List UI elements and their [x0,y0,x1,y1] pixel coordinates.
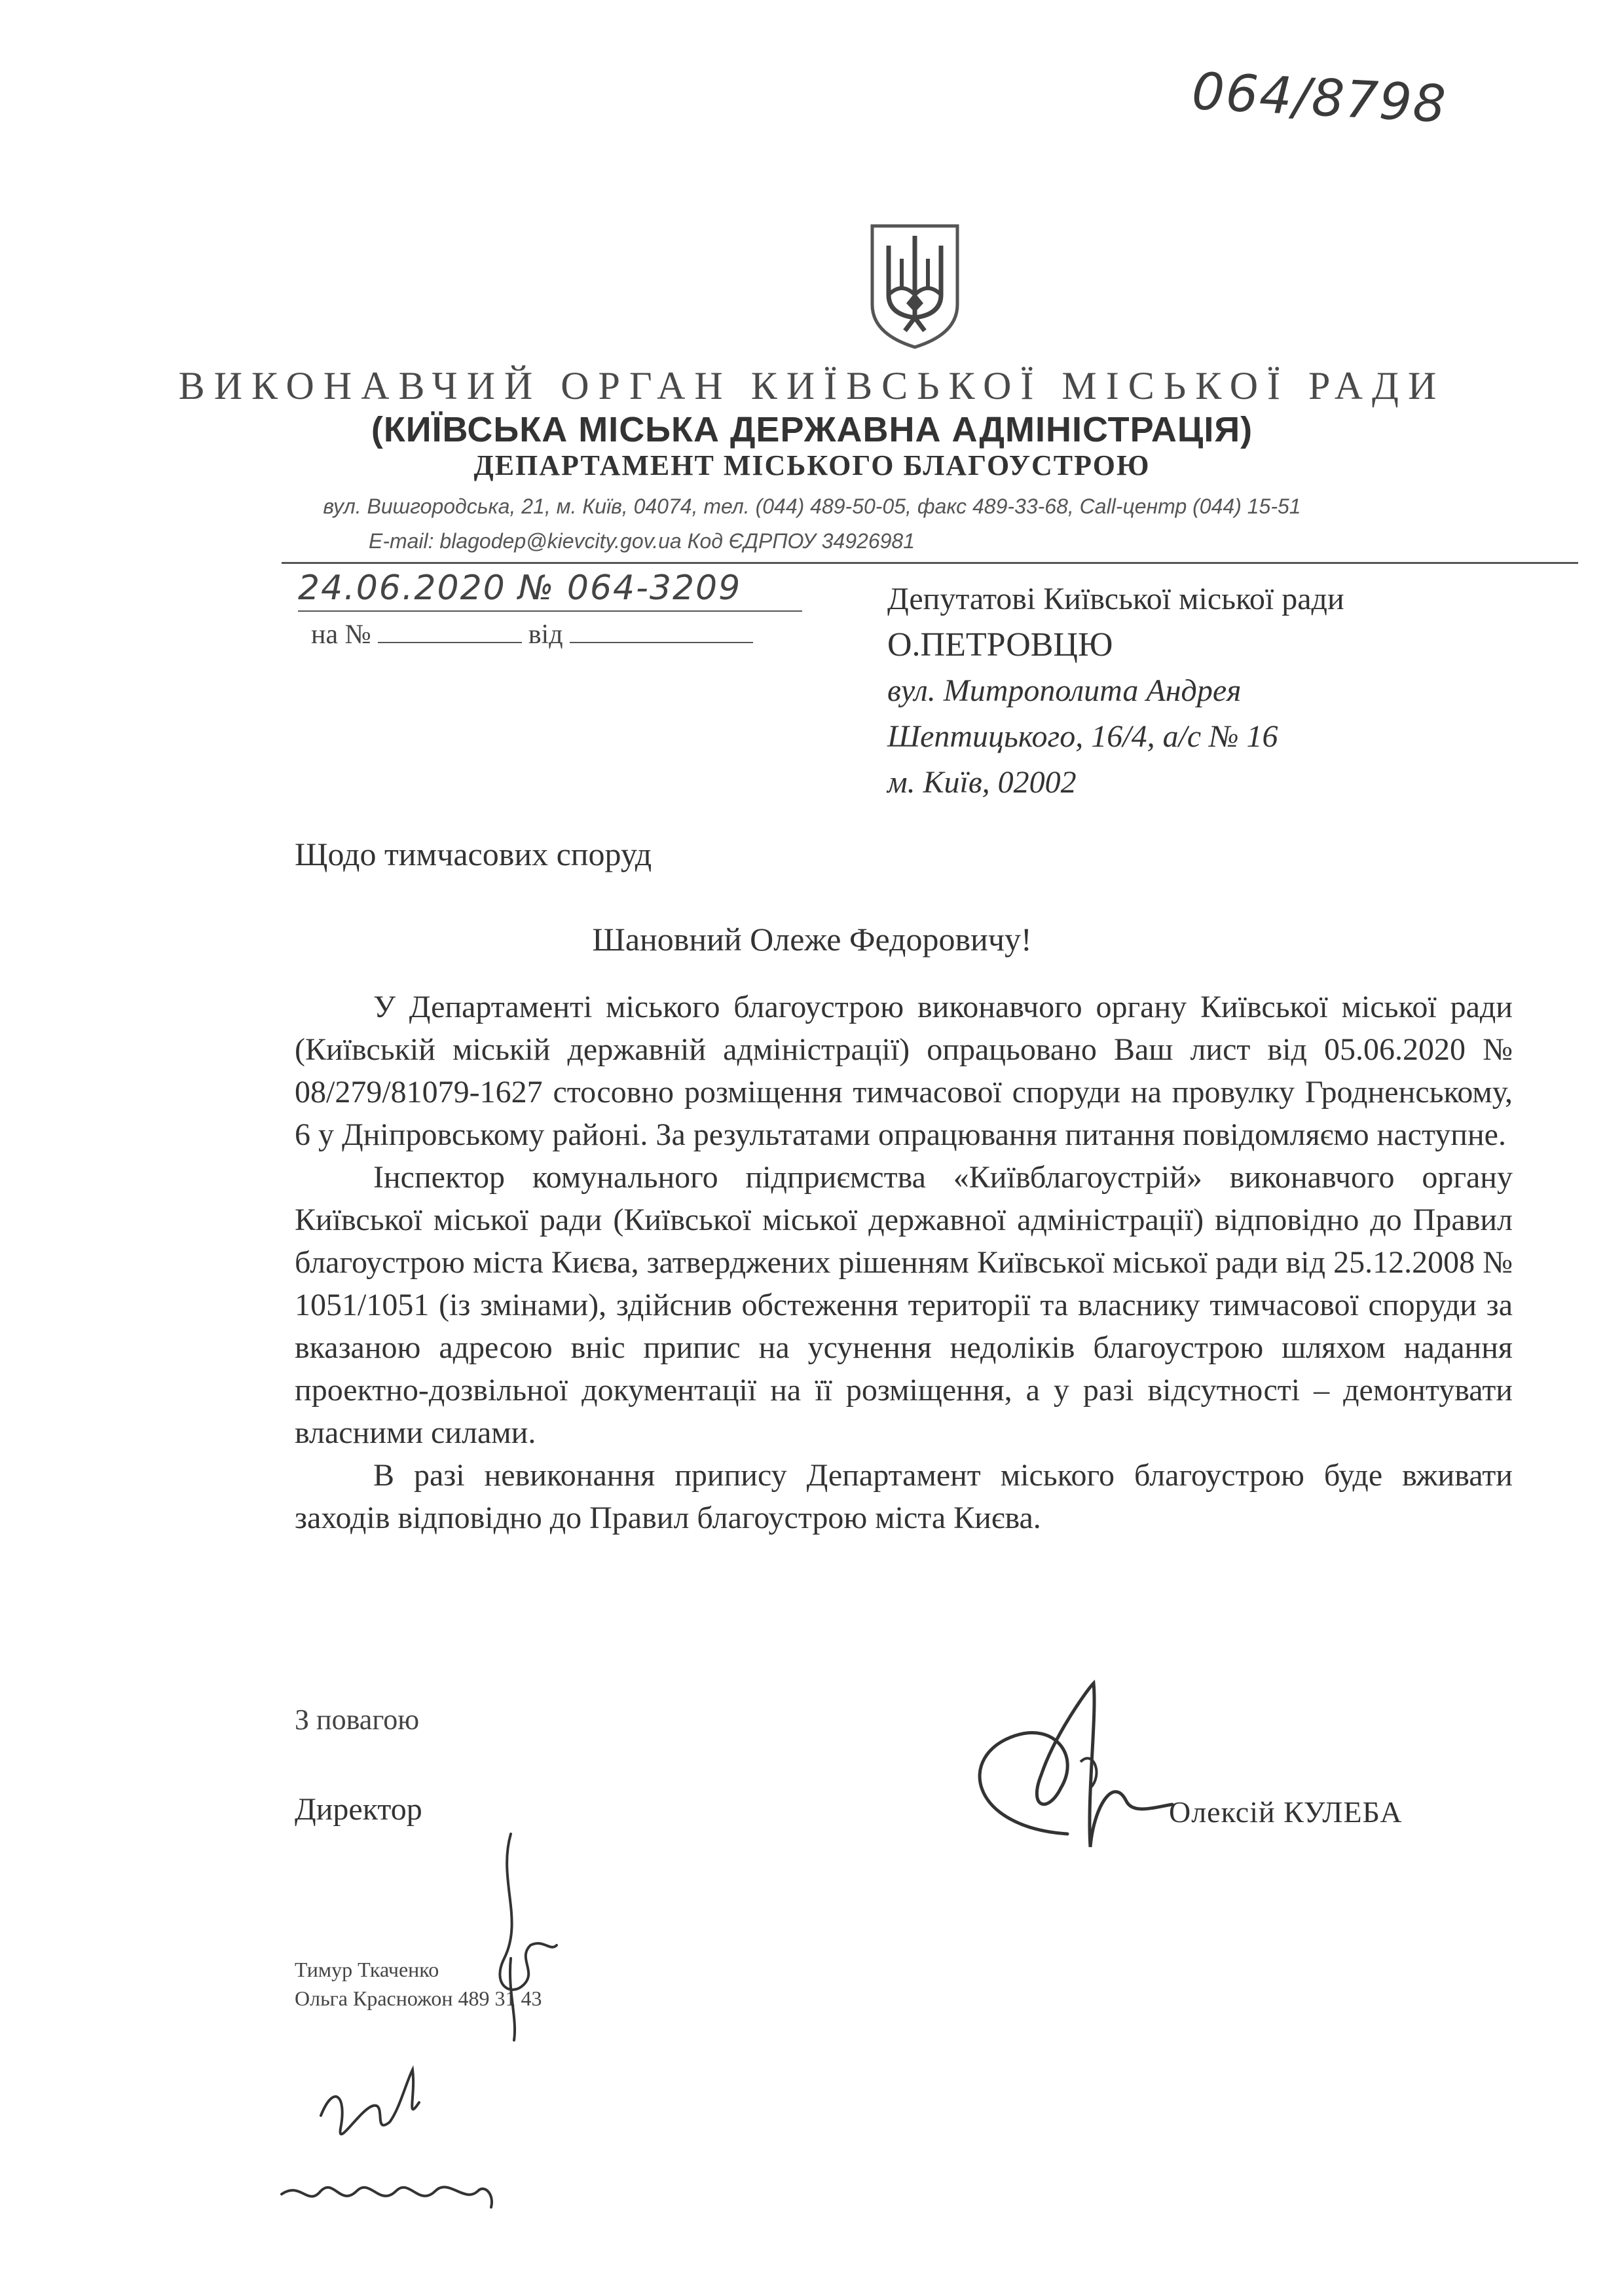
body-paragraph: У Департаменті міського благоустрою виконавчого органу Київської міської ради (Київській міській державній адміністрації) опрацьовано Ваш лист від 05.06.2020 № 08/279/81079-1627 стосовно розміщення тимчасової споруди на провулку Гродненському, 6 у Дніпровському районі. За результатами опрацювання питання повідомляємо наступне. [295,990,1513,1152]
signer-name: Олексій КУЛЕБА [1169,1795,1403,1829]
letterhead-address: вул. Вишгородська, 21, м. Київ, 04074, тел. (044) 489-50-05, факс 489-33-68, Call-центр (044) 15-51 [323,494,1301,518]
letterhead-divider [282,562,1578,564]
recipient-position: Депутатові Київської міської ради [887,582,1344,616]
executor-signature-icon [471,1827,563,2043]
letterhead-email: E-mail: blagodep@kievcity.gov.ua Код ЄДРПОУ 34926981 [368,529,915,553]
approval-signature-icon [275,2043,511,2240]
registration-underline [298,610,802,612]
recipient-street-2: Шептицького, 16/4, а/с № 16 [887,719,1278,754]
organization-name: ВИКОНАВЧИЙ ОРГАН КИЇВСЬКОЇ МІСЬКОЇ РАДИ [178,364,1446,407]
department-name: ДЕПАРТАМЕНТ МІСЬКОГО БЛАГОУСТРОЮ [473,449,1151,481]
coat-of-arms-icon [866,219,964,350]
recipient-block [887,576,1344,806]
director-signature-icon [930,1677,1179,1873]
body-paragraph: Інспектор комунального підприємства «Київблагоустрій» виконавчого органу Київської міської ради (Київської міської державної адміністрації) відповідно до Правил благоустрою міста Києва, затверджених рішенням Київської міської ради від 25.12.2008 № 1051/1051 (із змінами), здійснив обстеження території та власнику тимчасової споруди за вказаною адресою вніс припис на усунення недоліків благоустрою шляхом надання проектно-дозвільної документації на її розміщення, а у разі відсутності – демонтувати власними силами. [295,1160,1513,1450]
registration-stamp: 064/8798 [1190,62,1449,135]
reference-number-blank [378,635,522,643]
recipient-street-1: вул. Митрополита Андрея [887,673,1242,708]
letter-body [295,986,1513,1539]
reference-date-label: від [528,620,563,650]
reference-date-blank [570,635,753,643]
executor-2: Ольга Красножон 489 31 43 [295,1987,542,2010]
organization-subtitle: (КИЇВСЬКА МІСЬКА ДЕРЖАВНА АДМІНІСТРАЦІЯ) [371,410,1253,449]
closing-phrase: З повагою [295,1704,420,1736]
executor-1: Тимур Ткаченко [295,1958,439,1981]
reference-line [311,619,753,650]
body-paragraph: В разі невиконання припису Департамент міського благоустрою буде вживати заходів відповідно до Правил благоустрою міста Києва. [295,1458,1513,1535]
signer-title: Директор [295,1792,422,1827]
recipient-name: О.ПЕТРОВЦЮ [887,626,1113,663]
letter-subject: Щодо тимчасових споруд [295,836,652,872]
letter-greeting: Шановний Олеже Федоровичу! [592,921,1032,958]
reference-number-label: на № [311,620,371,650]
outgoing-registration-number: 24.06.2020 № 064-3209 [298,569,742,608]
recipient-city: м. Київ, 02002 [887,765,1077,800]
